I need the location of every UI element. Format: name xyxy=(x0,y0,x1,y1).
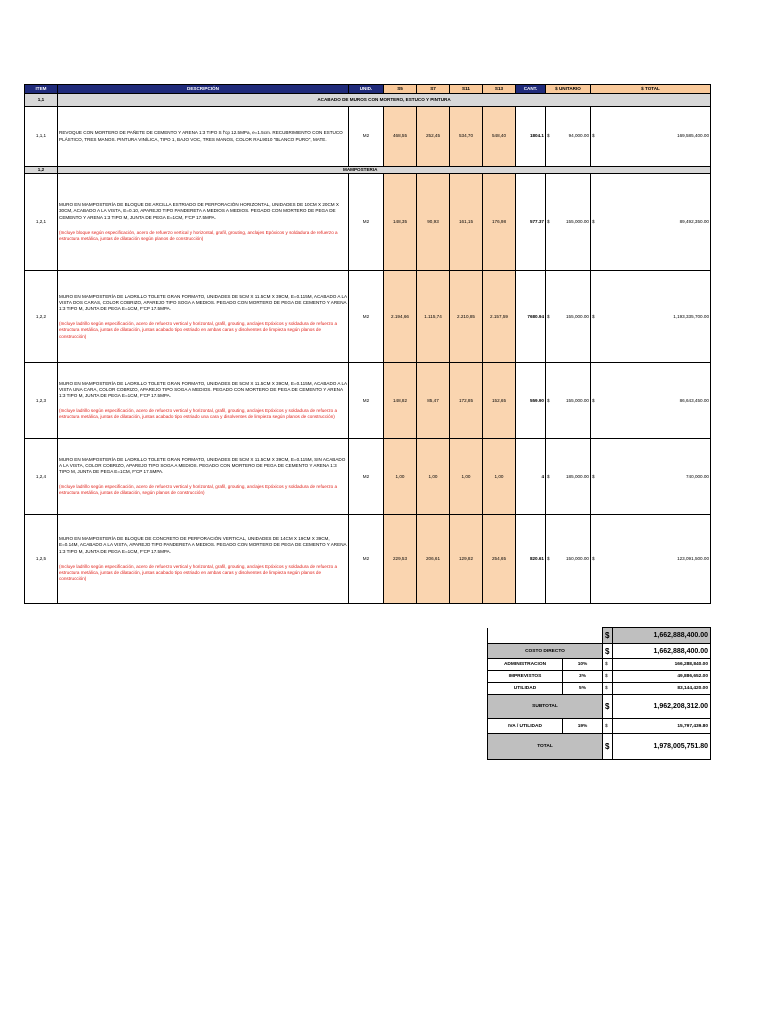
qty-s5: 2.194,66 xyxy=(384,271,417,363)
section-row xyxy=(25,94,711,107)
item-note-text: (Incluye ladrillo según especificación, acero de refuerzo vertical y horizontal, grafil, grouting, anclajes Epóxicos y soldadura de refuerzo a estructura metálica, juntas de dilatación, juntas acabado tipo estriado una cara y disolventes de limpieza según planos de construcción) xyxy=(59,408,338,420)
col-s11-header: S11 xyxy=(450,85,483,94)
qty-s11: 161,15 xyxy=(450,174,483,271)
qty-s5: 148,35 xyxy=(384,174,417,271)
item-quantity: 7680.94 xyxy=(516,271,546,363)
item-quantity: 820.61 xyxy=(516,515,546,604)
qty-s13: 1,00 xyxy=(483,439,516,515)
qty-s7: 1,00 xyxy=(417,439,450,515)
unit-price-value: 155,000.00 xyxy=(566,397,589,403)
currency-symbol: $ xyxy=(592,313,595,319)
admin-label: ADMINISTRACION xyxy=(488,659,563,671)
subtotal-row xyxy=(488,695,711,719)
col-unitario-header: $ UNITARIO xyxy=(546,85,591,94)
item-code: 1,2,5 xyxy=(25,515,58,604)
budget-sheet xyxy=(24,84,710,604)
currency-symbol: $ xyxy=(603,734,613,760)
iva-label: IVA / UTILIDAD xyxy=(488,719,563,734)
summary-table xyxy=(487,627,711,760)
item-description xyxy=(58,174,349,271)
item-desc-text: MURO EN MAMPOSTERÍA DE LADRILLO TOLETE GRAN FORMATO, UNIDADES DE 5CM X 11.5CM X 39CM, E=0.115M, ACABADO A LA VISTA UNA CARA, COLOR COBRIZO, APAREJO TIPO SOGA A MEDIOS. PEGADO CON MORTERO DE PEGA DE CEMENTO Y ARENA 1:3 TIPO M, JUNTA DE PEGA E=1CM, F'CP 17.5MPA. xyxy=(59,380,347,399)
qty-s7: 252,45 xyxy=(417,107,450,167)
qty-s5: 148,82 xyxy=(384,363,417,439)
item-note-text: (Incluye bloque según especificación, acero de refuerzo vertical y horizontal, grafil, grouting, anclajes Epóxicos y soldadura de refuerzo a estructura metálica, juntas de dilatación según planos de construcción) xyxy=(59,229,338,241)
imprevistos-value: 49,886,652.00 xyxy=(613,671,711,683)
section-title: ACABADO DE MUROS CON MORTERO, ESTUCO Y PINTURA xyxy=(58,94,711,107)
col-desc-header: DESCRIPCIÓN xyxy=(58,85,349,94)
imprevistos-row xyxy=(488,671,711,683)
table-row xyxy=(25,174,711,271)
gross-total-value: 1,662,888,400.00 xyxy=(613,628,711,644)
item-note-text: (Incluye ladrillo según especificación, acero de refuerzo vertical y horizontal, grafil, grouting, anclajes Epóxicos y soldadura de refuerzo a estructura metálica, juntas de dilatación, según planos de construcción) xyxy=(59,484,338,496)
qty-s11: 129,82 xyxy=(450,515,483,604)
qty-s13: 176,98 xyxy=(483,174,516,271)
qty-s7: 1.115,74 xyxy=(417,271,450,363)
item-unit: M2 xyxy=(349,439,384,515)
table-row xyxy=(25,515,711,604)
total-price xyxy=(591,107,711,167)
qty-s7: 90,93 xyxy=(417,174,450,271)
table-row xyxy=(25,439,711,515)
item-note-text: (Incluye ladrillo según especificación, acero de refuerzo vertical y horizontal, grafil, grouting, anclajes Epóxicos y soldadura de refuerzo a estructura metálica, juntas de dilatación, juntas acabado tipo estriado en ambas caras y disolventes de limpieza según planos de construcción) xyxy=(59,321,338,339)
currency-symbol: $ xyxy=(592,133,595,139)
iva-value: 15,797,439.80 xyxy=(613,719,711,734)
currency-symbol: $ xyxy=(603,671,613,683)
qty-s7: 206,61 xyxy=(417,515,450,604)
utilidad-pct: 5% xyxy=(563,683,603,695)
currency-symbol: $ xyxy=(547,219,550,225)
currency-symbol: $ xyxy=(547,313,550,319)
currency-symbol: $ xyxy=(603,644,613,659)
qty-s13: 254,65 xyxy=(483,515,516,604)
qty-s11: 2.210,85 xyxy=(450,271,483,363)
total-price-value: 86,643,450.00 xyxy=(679,397,709,403)
currency-symbol: $ xyxy=(603,719,613,734)
item-desc-text: MURO EN MAMPOSTERÍA DE BLOQUE DE CONCRETO DE PERFORACIÓN VERTICAL, UNIDADES DE 14CM X 19CM X 39CM, E=0.14M, ACABADO A LA VISTA, APAREJO TIPO PANDERETA A MEDIOS. PEGADO CON MORTERO DE PEGA DE CEMENTO Y ARENA 1:3 TIPO M, JUNTA DE PEGA E=1CM, F'CP 17.5MPA. xyxy=(59,536,347,554)
utilidad-label: UTILIDAD xyxy=(488,683,563,695)
col-s13-header: S13 xyxy=(483,85,516,94)
col-s5-header: S5 xyxy=(384,85,417,94)
gross-total-row xyxy=(488,628,711,644)
unit-price-value: 155,000.00 xyxy=(566,313,589,319)
qty-s7: 85,47 xyxy=(417,363,450,439)
qty-s13: 152,65 xyxy=(483,363,516,439)
item-description xyxy=(58,271,349,363)
imprevistos-label: IMPREVISTOS xyxy=(488,671,563,683)
item-description xyxy=(58,515,349,604)
item-description xyxy=(58,107,349,167)
section-code: 1,2 xyxy=(25,167,58,174)
unit-price-value: 185,000.00 xyxy=(566,473,589,479)
item-quantity: 559.90 xyxy=(516,363,546,439)
item-code: 1,2,2 xyxy=(25,271,58,363)
qty-s13: 2.157,59 xyxy=(483,271,516,363)
section-title: MAMPOSTERIA xyxy=(58,167,711,174)
costo-directo-value: 1,662,888,400.00 xyxy=(613,644,711,659)
admin-value: 166,288,840.00 xyxy=(613,659,711,671)
unit-price-value: 150,000.00 xyxy=(566,556,589,562)
qty-s11: 534,70 xyxy=(450,107,483,167)
qty-s5: 468,55 xyxy=(384,107,417,167)
item-desc-text: MURO EN MAMPOSTERÍA DE BLOQUE DE ARCILLA ESTRIADO DE PERFORACIÓN HORIZONTAL, UNIDADES DE 10CM X 20CM X 30CM, ACABADO A LA VISTA, E=0.10, APAREJO TIPO PANDERETA A MEDIOS A MEDIOS. PEGADO CON MORTERO DE PEGA DE CEMENTO Y ARENA 1:3 TIPO M, JUNTA DE PEGA E=1CM, F'CP 17.5MPA. xyxy=(59,202,339,220)
total-price xyxy=(591,363,711,439)
currency-symbol: $ xyxy=(592,473,595,479)
costo-directo-row xyxy=(488,644,711,659)
item-code: 1,2,3 xyxy=(25,363,58,439)
item-code: 1,2,4 xyxy=(25,439,58,515)
imprevistos-pct: 3% xyxy=(563,671,603,683)
col-cant-header: CANT. xyxy=(516,85,546,94)
unit-price-value: 155,000.00 xyxy=(566,219,589,225)
section-row xyxy=(25,167,711,174)
grand-total-label: TOTAL xyxy=(488,734,603,760)
currency-symbol: $ xyxy=(547,397,550,403)
unit-price xyxy=(546,363,591,439)
subtotal-value: 1,962,208,312.00 xyxy=(613,695,711,719)
item-unit: M2 xyxy=(349,363,384,439)
utilidad-value: 83,144,420.00 xyxy=(613,683,711,695)
col-item-header: ITEM xyxy=(25,85,58,94)
col-s7-header: S7 xyxy=(417,85,450,94)
table-row xyxy=(25,107,711,167)
total-price xyxy=(591,515,711,604)
item-quantity: 1804.1 xyxy=(516,107,546,167)
unit-price xyxy=(546,174,591,271)
currency-symbol: $ xyxy=(547,473,550,479)
col-und-header: UNID. xyxy=(349,85,384,94)
item-unit: M2 xyxy=(349,174,384,271)
qty-s5: 229,53 xyxy=(384,515,417,604)
budget-table xyxy=(24,84,711,604)
subtotal-label: SUBTOTAL xyxy=(488,695,603,719)
unit-price xyxy=(546,107,591,167)
currency-symbol: $ xyxy=(592,219,595,225)
item-description xyxy=(58,363,349,439)
col-total-header: $ TOTAL xyxy=(591,85,711,94)
total-price xyxy=(591,439,711,515)
qty-s11: 172,85 xyxy=(450,363,483,439)
qty-s11: 1,00 xyxy=(450,439,483,515)
currency-symbol: $ xyxy=(603,659,613,671)
currency-symbol: $ xyxy=(592,556,595,562)
admin-pct: 10% xyxy=(563,659,603,671)
unit-price xyxy=(546,271,591,363)
currency-symbol: $ xyxy=(592,397,595,403)
costo-directo-label: COSTO DIRECTO xyxy=(488,644,603,659)
total-price-value: 1,193,335,700.00 xyxy=(673,313,709,319)
item-quantity: 577.37 xyxy=(516,174,546,271)
grand-total-row xyxy=(488,734,711,760)
currency-symbol: $ xyxy=(603,695,613,719)
item-code: 1,2,1 xyxy=(25,174,58,271)
iva-row xyxy=(488,719,711,734)
item-unit: M2 xyxy=(349,515,384,604)
currency-symbol: $ xyxy=(547,556,550,562)
unit-price-value: 94,000.00 xyxy=(568,133,589,139)
total-price-value: 123,091,500.00 xyxy=(677,556,709,562)
iva-pct: 19% xyxy=(563,719,603,734)
total-price-value: 89,492,350.00 xyxy=(679,219,709,225)
item-unit: M2 xyxy=(349,107,384,167)
currency-symbol: $ xyxy=(603,628,613,644)
item-desc-text: MURO EN MAMPOSTERÍA DE LADRILLO TOLETE GRAN FORMATO, UNIDADES DE 5CM X 11.5CM X 39CM, E=0.115M, ACABADO A LA VISTA DOS CARAS, COLOR COBRIZO, APAREJO TIPO SOGA A MEDIOS. PEGADO CON MORTERO DE PEGA DE CEMENTO Y ARENA 1:3 TIPO M, JUNTA DE PEGA E=1CM, F'CP 17.5MPA. xyxy=(59,293,347,311)
unit-price xyxy=(546,515,591,604)
currency-symbol: $ xyxy=(603,683,613,695)
item-note-text: (Incluye ladrillo según especificación, acero de refuerzo vertical y horizontal, grafil, grouting, anclajes Epóxicos y soldadura de refuerzo a estructura metálica, juntas de dilatación, juntas acabado tipo estriado en ambas caras y disolventes de limpieza según planos de construcción) xyxy=(59,563,338,582)
item-code: 1,1,1 xyxy=(25,107,58,167)
total-price xyxy=(591,174,711,271)
qty-s13: 548,40 xyxy=(483,107,516,167)
item-quantity: 4 xyxy=(516,439,546,515)
section-code: 1,1 xyxy=(25,94,58,107)
table-row xyxy=(25,363,711,439)
currency-symbol: $ xyxy=(547,133,550,139)
utilidad-row xyxy=(488,683,711,695)
table-row xyxy=(25,271,711,363)
item-description xyxy=(58,439,349,515)
item-desc-text: MURO EN MAMPOSTERÍA DE LADRILLO TOLETE GRAN FORMATO, UNIDADES DE 5CM X 11.5CM X 39CM, E=0.115M, SIN ACABADO A LA VISTA, COLOR COBRIZO, APAREJO TIPO SOGA A MEDIOS. PEGADO CON MORTERO DE PEGA DE CEMENTO Y ARENA 1:3 TIPO M, JUNTA DE PEGA E=1CM, F'CP 17.5MPA. xyxy=(59,456,346,475)
header-row xyxy=(25,85,711,94)
item-unit: M2 xyxy=(349,271,384,363)
total-price-value: 740,000.00 xyxy=(686,473,709,479)
total-price-value: 169,585,400.00 xyxy=(677,133,709,139)
total-price xyxy=(591,271,711,363)
unit-price xyxy=(546,439,591,515)
grand-total-value: 1,978,005,751.80 xyxy=(613,734,711,760)
admin-row xyxy=(488,659,711,671)
qty-s5: 1,00 xyxy=(384,439,417,515)
item-desc-text: REVOQUE CON MORTERO DE PAÑETE DE CEMENTO Y ARENA 1:3 TIPO S f'cp 12.5MPa, e=1.5cm. RECUBRIMIENTO CON ESTUCO PLÁSTICO, TRES MANOS. PINTURA VINÍLICA, TIPO 1, BAJO VOC, TRES MANOS, COLOR RAL9010 "BLANCO PURO", MATE. xyxy=(59,130,343,142)
